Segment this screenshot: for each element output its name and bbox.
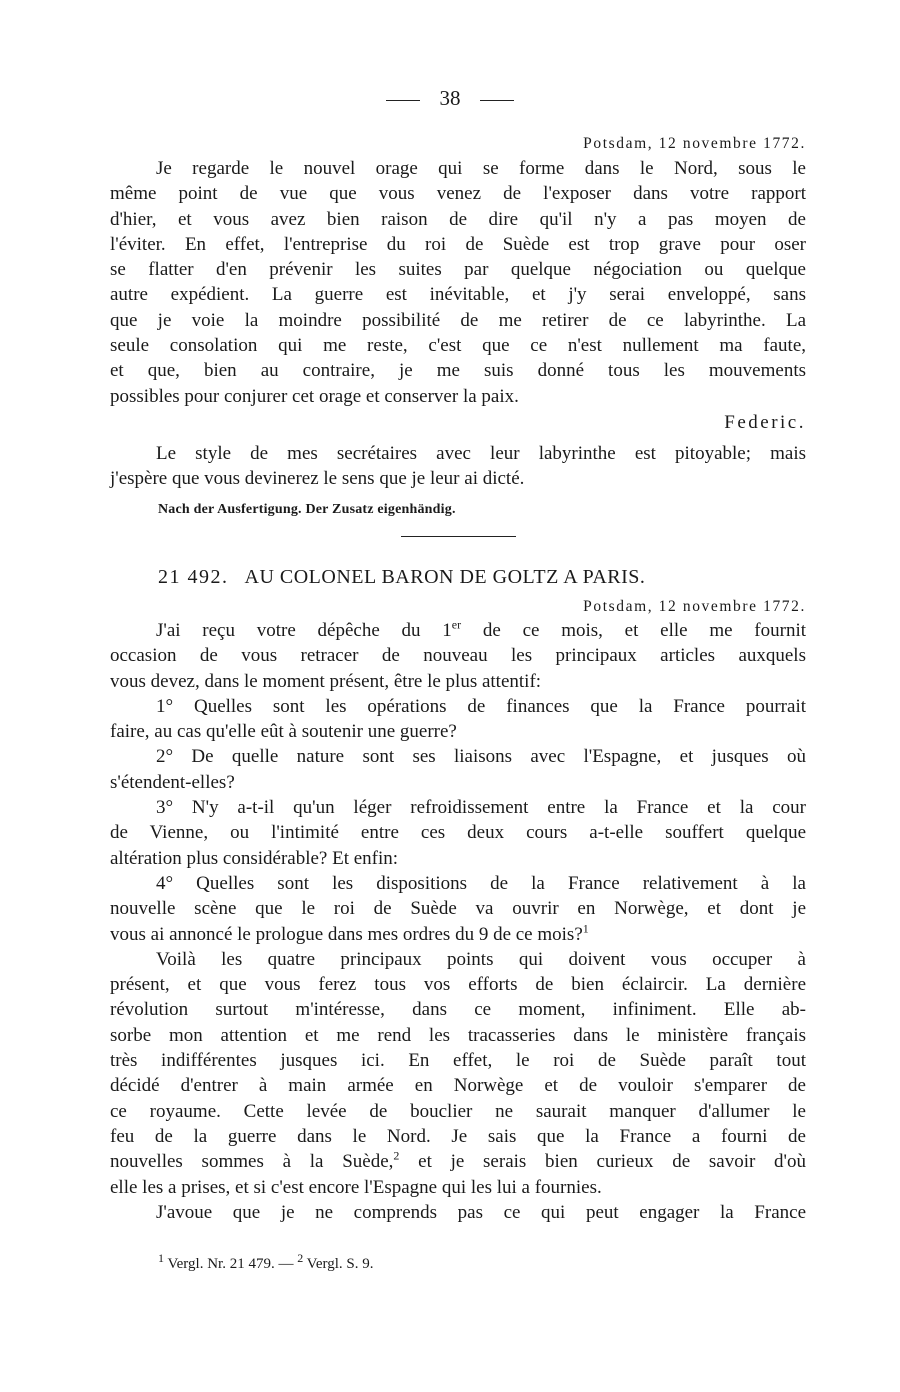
question-3-cont: de Vienne, ou l'intimité entre ces deux cours a-t-elle souffert quelque xyxy=(110,822,806,844)
body-line: elle les a prises, et si c'est encore l'Espagne qui les lui a fournies. xyxy=(110,1176,602,1198)
question-4: 4° Quelles sont les dispositions de la France relativement à la xyxy=(156,872,806,894)
header-rule-right xyxy=(480,100,514,101)
letter-recipient: AU COLONEL BARON DE GOLTZ A PARIS. xyxy=(244,566,646,588)
body-line: et que, bien au contraire, je me suis donné tous les mouvements xyxy=(110,360,806,382)
body-line: très indifférentes jusques ici. En effet, le roi de Suède paraît tout xyxy=(110,1050,806,1072)
question-1-cont: faire, au cas qu'elle eût à soutenir une guerre? xyxy=(110,721,457,743)
source-note: Nach der Ausfertigung. Der Zusatz eigenhändig. xyxy=(158,502,456,517)
postscript-line: Le style de mes secrétaires avec leur labyrinthe est pitoyable; mais xyxy=(156,443,806,464)
body-line: même point de vue que vous venez de l'exposer dans votre rapport xyxy=(110,183,806,205)
letter-number: 21 492. xyxy=(158,566,229,588)
body-line: nouvelles sommes à la Suède,$^2$ et je serais bien curieux de savoir d'où xyxy=(110,1148,806,1173)
footnotes xyxy=(158,1252,758,1277)
question-3-cont: altération plus considérable? Et enfin: xyxy=(110,847,399,869)
footnote-marker: 1 xyxy=(582,921,589,936)
letter2-heading xyxy=(158,565,798,590)
body-line: décidé d'entrer à main armée en Norwège et de vouloir s'emparer de xyxy=(110,1075,806,1097)
page-header xyxy=(0,84,900,112)
body-line: vous devez, dans le moment présent, être le plus attentif: xyxy=(110,670,542,692)
postscript-line: j'espère que vous devinerez le sens que je leur ai dicté. xyxy=(110,468,525,490)
body-line: que je voie la moindre possibilité de me retirer de ce labyrinthe. La xyxy=(110,309,806,331)
letter2-body xyxy=(110,618,806,1225)
body-line: présent, et que vous ferez tous vos efforts de bien éclaircir. La dernière xyxy=(110,974,806,996)
page-number: 38 xyxy=(439,86,461,110)
body-line: occasion de vous retracer de nouveau les principaux articles auxquels xyxy=(110,645,806,667)
body-line: Voilà les quatre principaux points qui doivent vous occuper à xyxy=(156,948,806,970)
question-2-cont: s'étendent-elles? xyxy=(110,771,235,793)
letter1-body xyxy=(110,156,806,409)
body-line: J'avoue que je ne comprends pas ce qui peut engager la France xyxy=(156,1201,806,1223)
postscript xyxy=(110,441,806,492)
body-line: l'éviter. En effet, l'entreprise du roi de Suède est trop grave pour oser xyxy=(110,233,806,255)
question-3: 3° N'y a-t-il qu'un léger refroidissement entre la France et la cour xyxy=(156,797,806,819)
footnote-mark: 2 xyxy=(297,1251,304,1265)
body-line: d'hier, et vous avez bien raison de dire qu'il n'y a pas moyen de xyxy=(110,208,806,230)
question-1: 1° Quelles sont les opérations de finances que la France pourrait xyxy=(156,695,806,717)
footnote-mark: 1 xyxy=(158,1251,164,1265)
letter1-date: Potsdam, 12 novembre 1772. xyxy=(583,135,806,152)
footnote-text: Vergl. S. 9. xyxy=(303,1256,374,1272)
body-line: sorbe mon attention et me rend les tracasseries dans le ministère français xyxy=(110,1024,806,1046)
signature: Federic. xyxy=(724,412,806,433)
footnote-marker: 2 xyxy=(393,1148,400,1163)
superscript: er xyxy=(451,617,462,632)
footnote-text: Vergl. Nr. 21 479. — xyxy=(164,1256,298,1272)
body-line: révolution surtout m'intéresse, dans ce moment, infiniment. Elle ab- xyxy=(110,999,806,1021)
question-2: 2° De quelle nature sont ses liaisons avec l'Espagne, et jusques où xyxy=(156,746,806,768)
body-line: J'ai reçu votre dépêche du 1er de ce mois, et elle me fournit xyxy=(156,617,806,641)
section-separator xyxy=(401,536,516,537)
body-line: seule consolation qui me reste, c'est que ce n'est nullement ma faute, xyxy=(110,335,806,357)
body-line: autre expédient. La guerre est inévitable, et j'y serai enveloppé, sans xyxy=(110,284,806,306)
body-line: possibles pour conjurer cet orage et conserver la paix. xyxy=(110,385,519,407)
body-line: ce royaume. Cette levée de bouclier ne saurait manquer d'allumer le xyxy=(110,1100,806,1122)
body-line: Je regarde le nouvel orage qui se forme dans le Nord, sous le xyxy=(156,158,806,179)
question-4-cont: nouvelle scène que le roi de Suède va ouvrir en Norwège, et dont je xyxy=(110,898,806,920)
question-4-cont: vous ai annoncé le prologue dans mes ordres du 9 de ce mois?$^1$ xyxy=(110,921,589,945)
letter2-date: Potsdam, 12 novembre 1772. xyxy=(583,598,806,615)
body-line: se flatter d'en prévenir les suites par quelque négociation ou quelque xyxy=(110,259,806,281)
body-line: feu de la guerre dans le Nord. Je sais que la France a fourni de xyxy=(110,1125,806,1147)
header-rule-left xyxy=(386,100,420,101)
